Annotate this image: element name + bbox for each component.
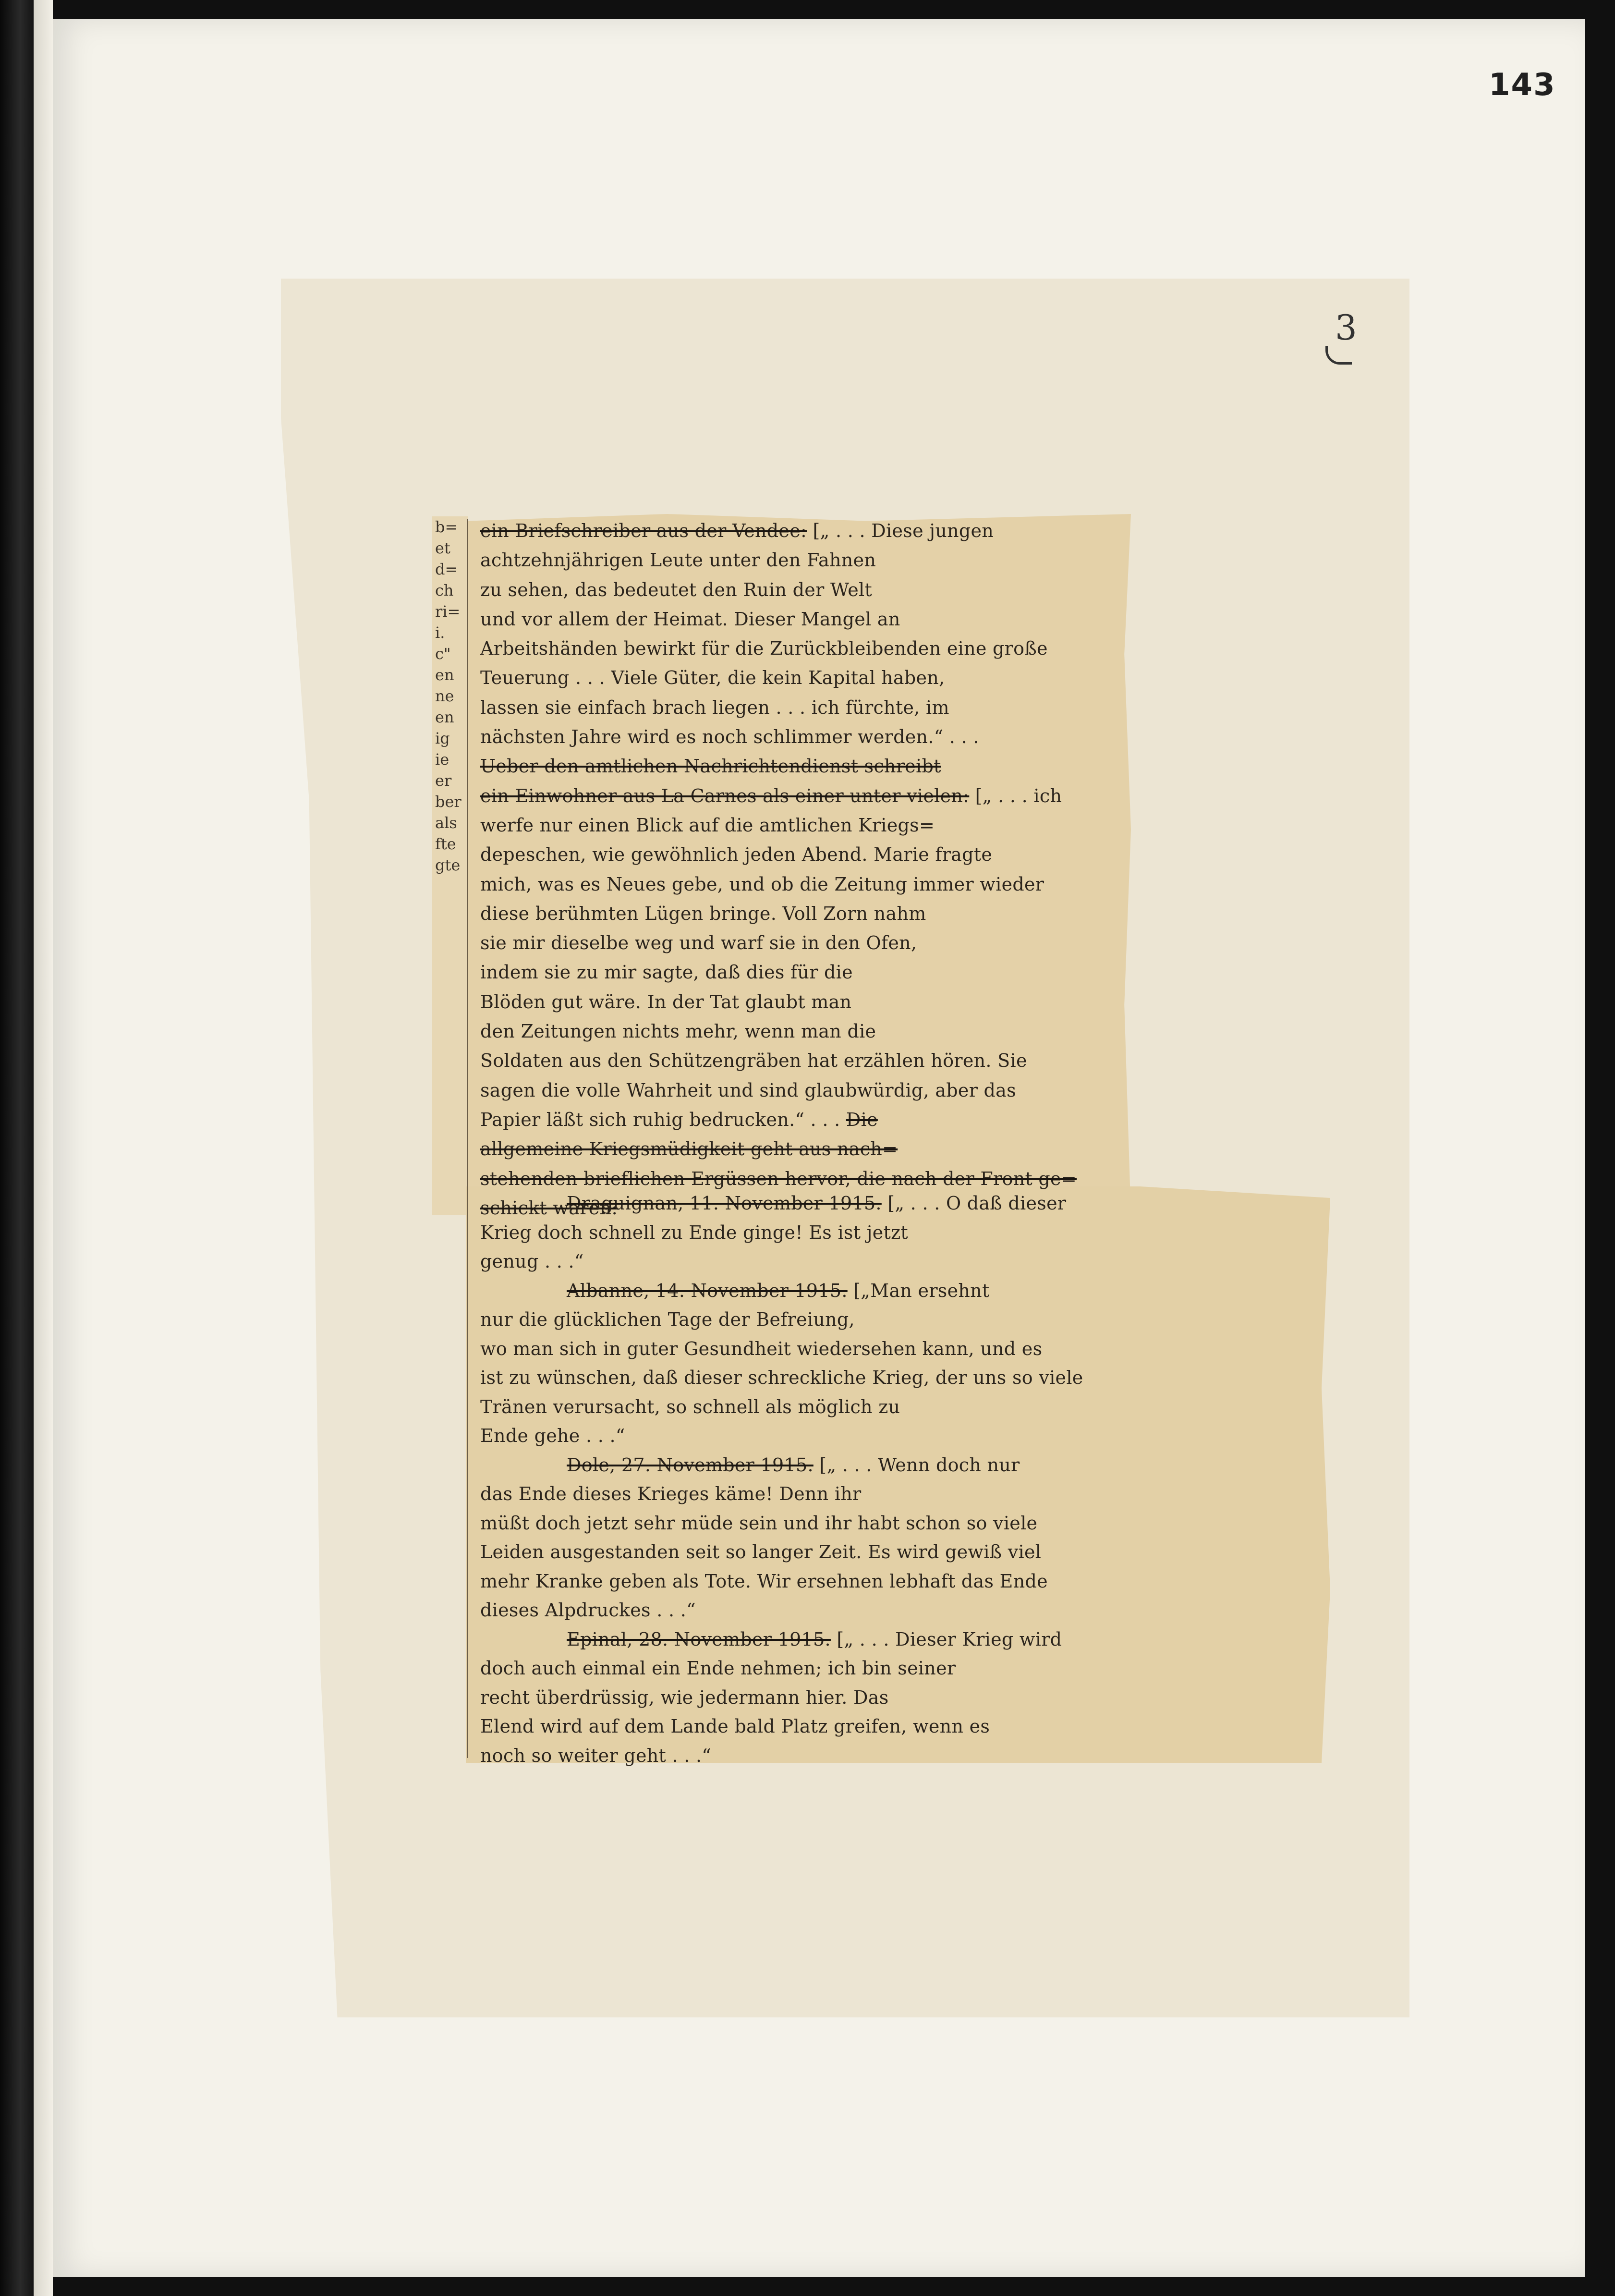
column-fragment: ig	[435, 729, 450, 747]
text-line	[480, 1479, 1138, 1509]
text-line	[480, 1538, 1138, 1567]
text-line	[480, 1392, 1138, 1422]
sheet-number: 3	[1335, 307, 1357, 348]
text-line	[480, 1509, 1138, 1538]
column-rule	[467, 519, 468, 1758]
struck-text: stehenden brieflichen Ergüssen hervor, die nach der Front ge=	[480, 1168, 1077, 1189]
text-line	[480, 1218, 1138, 1247]
line-text: lassen sie einfach brach liegen . . . ich fürchte, im	[480, 696, 949, 718]
column-fragment: b=	[435, 518, 458, 536]
column-fragment: et	[435, 539, 450, 557]
line-text: mehr Kranke geben als Tote. Wir ersehnen lebhaft das Ende	[480, 1570, 1048, 1592]
line-text: Blöden gut wäre. In der Tat glaubt man	[480, 991, 852, 1013]
text-line	[480, 546, 1129, 575]
text-line	[480, 1596, 1138, 1625]
text-line	[480, 722, 1129, 752]
line-text: müßt doch jetzt sehr müde sein und ihr habt schon so viele	[480, 1512, 1038, 1534]
line-text: sagen die volle Wahrheit und sind glaubwürdig, aber das	[480, 1079, 1016, 1101]
text-line	[480, 1046, 1129, 1075]
text-line	[480, 870, 1129, 899]
struck-text: Ueber den amtlichen Nachrichtendienst schreibt	[480, 756, 941, 777]
text-line	[480, 840, 1129, 869]
folio-number: 143	[1489, 67, 1556, 103]
line-text: [„ . . . Diese jungen	[807, 520, 994, 541]
line-text: Teuerung . . . Viele Güter, die kein Kapital haben,	[480, 667, 945, 689]
column-fragment: i.	[435, 623, 445, 642]
text-line	[480, 1421, 1138, 1451]
text-line	[480, 1305, 1138, 1334]
column-fragment: d=	[435, 560, 458, 578]
text-line	[480, 1567, 1138, 1596]
struck-text: Die	[846, 1109, 878, 1130]
column-fragment: ne	[435, 687, 454, 705]
text-line	[480, 1451, 1138, 1480]
column-fragments	[432, 516, 468, 876]
text-line	[480, 1105, 1129, 1135]
line-text: Leiden ausgestanden seit so langer Zeit. Es wird gewiß viel	[480, 1541, 1042, 1563]
text-line	[480, 752, 1129, 781]
line-text: Tränen verursacht, so schnell als möglich zu	[480, 1396, 900, 1417]
clipping-text-bottom	[480, 1189, 1138, 1770]
text-line	[480, 663, 1129, 693]
line-text: [„ . . . Dieser Krieg wird	[830, 1628, 1062, 1650]
line-text: mich, was es Neues gebe, und ob die Zeitung immer wieder	[480, 873, 1044, 895]
column-fragment: gte	[435, 856, 461, 874]
book-spine-strip	[34, 0, 53, 2296]
line-text: doch auch einmal ein Ende nehmen; ich bin seiner	[480, 1658, 956, 1679]
column-fragment: er	[435, 771, 452, 790]
line-text: [„ . . . Wenn doch nur	[813, 1454, 1020, 1476]
text-line	[480, 988, 1129, 1017]
struck-text: ein Einwohner aus La Carnes als einer unter vielen:	[480, 785, 970, 806]
text-line	[480, 1712, 1138, 1741]
text-line	[480, 1247, 1138, 1276]
line-text: genug . . .“	[480, 1251, 584, 1272]
column-fragment: ri=	[435, 602, 461, 621]
text-line	[480, 575, 1129, 605]
text-line	[480, 1276, 1138, 1306]
struck-dateline: Dole, 27. November 1915.	[567, 1454, 814, 1476]
column-fragment: fte	[435, 835, 456, 853]
text-line	[480, 1363, 1138, 1392]
clipping-text-top	[480, 516, 1129, 1223]
line-text: Elend wird auf dem Lande bald Platz greifen, wenn es	[480, 1716, 990, 1737]
struck-dateline: Epinal, 28. November 1915.	[567, 1628, 831, 1650]
struck-text: schickt waren:	[480, 1197, 618, 1219]
text-line	[480, 1334, 1138, 1364]
line-text: [„Man ersehnt	[847, 1280, 990, 1301]
line-text: und vor allem der Heimat. Dieser Mangel an	[480, 608, 900, 630]
line-text: recht überdrüssig, wie jedermann hier. Das	[480, 1686, 889, 1708]
line-text: nächsten Jahre wird es noch schlimmer werden.“ . . .	[480, 726, 979, 748]
struck-dateline: Albanne, 14. November 1915.	[567, 1280, 848, 1301]
text-line	[480, 1625, 1138, 1654]
text-line	[480, 1076, 1129, 1105]
line-text: nur die glücklichen Tage der Befreiung,	[480, 1309, 855, 1330]
line-text: Arbeitshänden bewirkt für die Zurückbleibenden eine große	[480, 638, 1048, 659]
text-line	[480, 693, 1129, 722]
struck-dateline: Draguignan, 11. November 1915.	[567, 1193, 882, 1214]
text-line	[480, 899, 1129, 928]
line-text: das Ende dieses Krieges käme! Denn ihr	[480, 1483, 862, 1504]
book-binding-edge	[0, 0, 34, 2296]
adjacent-column-strip	[432, 516, 468, 1215]
text-line	[480, 1741, 1138, 1771]
text-line	[480, 1189, 1138, 1218]
struck-text: ein Briefschreiber aus der Vendee:	[480, 520, 807, 541]
line-text: [„ . . . ich	[969, 785, 1062, 806]
line-text: Ende gehe . . .“	[480, 1425, 625, 1446]
line-text: achtzehnjährigen Leute unter den Fahnen	[480, 550, 876, 571]
line-text: [„ . . . O daß dieser	[881, 1193, 1067, 1214]
line-text: indem sie zu mir sagte, daß dies für die	[480, 962, 853, 983]
line-text: wo man sich in guter Gesundheit wiedersehen kann, und es	[480, 1338, 1043, 1359]
line-text: zu sehen, das bedeutet den Ruin der Welt	[480, 579, 873, 600]
column-fragment: en	[435, 708, 454, 726]
text-line	[480, 1017, 1129, 1046]
text-line	[480, 782, 1129, 811]
line-text: sie mir dieselbe weg und warf sie in den Ofen,	[480, 932, 917, 954]
column-fragment: ber	[435, 793, 461, 811]
column-fragment: c"	[435, 645, 451, 663]
text-line	[480, 958, 1129, 987]
text-line	[480, 928, 1129, 958]
text-line	[480, 516, 1129, 546]
line-text: noch so weiter geht . . .“	[480, 1745, 712, 1766]
text-line	[480, 811, 1129, 840]
line-text: diese berühmten Lügen bringe. Voll Zorn nahm	[480, 903, 926, 924]
line-text: Soldaten aus den Schützengräben hat erzählen hören. Sie	[480, 1050, 1027, 1072]
line-text: ist zu wünschen, daß dieser schreckliche Krieg, der uns so viele	[480, 1367, 1083, 1388]
line-text: Krieg doch schnell zu Ende ginge! Es ist jetzt	[480, 1221, 908, 1243]
line-text: den Zeitungen nichts mehr, wenn man die	[480, 1021, 876, 1042]
column-fragment: en	[435, 666, 454, 684]
line-text: werfe nur einen Blick auf die amtlichen Kriegs=	[480, 814, 935, 836]
line-text: Papier läßt sich ruhig bedrucken.“ . . .	[480, 1109, 846, 1130]
text-line	[480, 634, 1129, 663]
column-fragment: als	[435, 814, 457, 832]
text-line	[480, 605, 1129, 634]
struck-text: allgemeine Kriegsmüdigkeit geht aus nach=	[480, 1138, 898, 1160]
column-fragment: ie	[435, 750, 449, 769]
line-text: depeschen, wie gewöhnlich jeden Abend. Marie fragte	[480, 844, 993, 866]
column-fragment: ch	[435, 581, 454, 599]
line-text: dieses Alpdruckes . . .“	[480, 1600, 696, 1621]
text-line	[480, 1654, 1138, 1683]
text-line	[480, 1683, 1138, 1712]
text-line	[480, 1135, 1129, 1164]
